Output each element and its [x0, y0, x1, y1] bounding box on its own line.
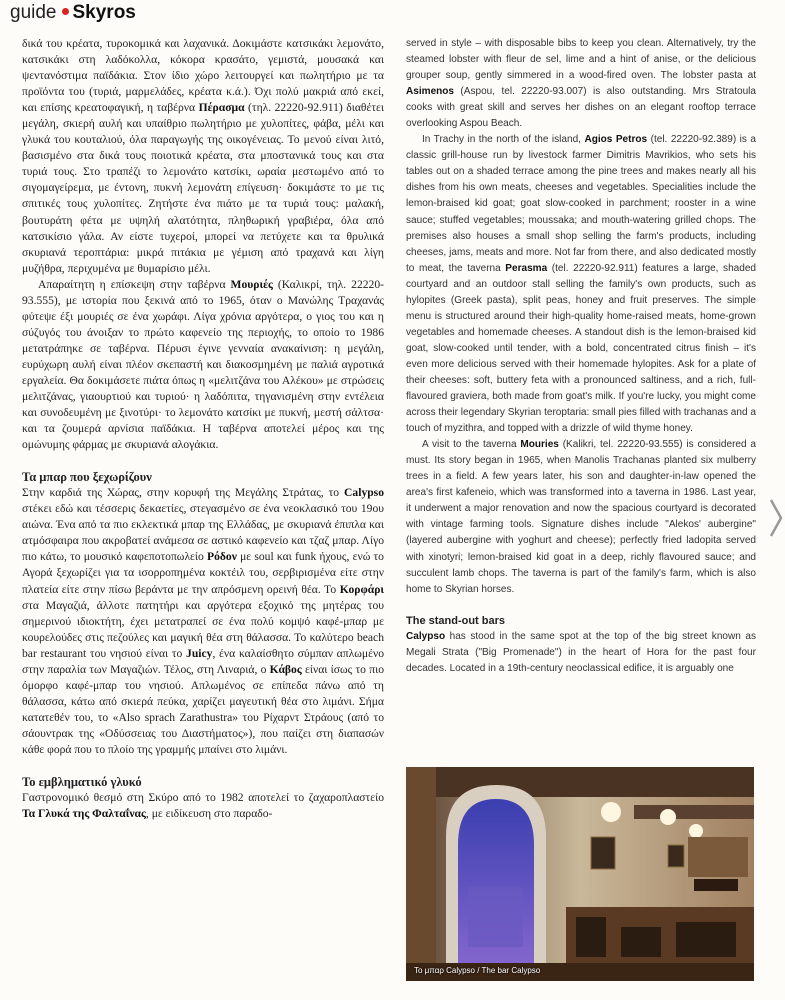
venue-name: Perasma [505, 262, 548, 274]
text: A visit to the taverna [422, 439, 521, 451]
text: Γαστρονομικό θεσμό στη Σκύρο από το 1982 αποτελεί το ζαχαροπλαστείο [22, 791, 384, 805]
english-column [406, 36, 756, 677]
text: (Aspou, tel. 22220-93.007) is also outstanding. Mrs Stratoula cooks with great skill and serves her dishes on an elegant rooftop terrace overlooking Aspou Beach. [406, 86, 756, 130]
venue-name: Mouries [520, 439, 559, 451]
section-label: guide [10, 2, 57, 23]
text: , ένα καλαίσθητο σύμπαν απλωμένο στην παραλία των Μαγαζιών. Τέλος, στη Λιναριά, ο [22, 646, 384, 676]
text: , με ειδίκευση στο παραδο- [145, 807, 273, 821]
venue-name: Μουριές [230, 277, 273, 291]
venue-name: Κορφάρι [339, 582, 384, 596]
venue-name: Calypso [406, 630, 446, 642]
text: (Καλικρί, τηλ. 22220-93.555), με ιστορία που ξεκινά από το 1965, όταν ο Μανώλης Τραχανάς φύτεψε έξι μουριές σε ένα χωράφι. Λίγα χρόνια αργότερα, ο γιος του και η σύζυγός του άνοιξαν το πρώτο καφενείο της περιοχής, το οποίο το 1986 μετατράπηκε σε ταβέρνα. Πέρυσι έγινε γενναία ανακαίνιση: η μεγάλη, ευρύχωρη αυλή είναι πλέον σκεπαστή και διακοσμημένη με παλιά αγροτικά εργαλεία. Θα δοκιμάσετε πιάτα όπως η «μελιτζάνα του Αλέκου» με στρώσεις μελιτζάνας, γιαουρτιού και τυριού· η λαδόπιτα, τηγανισμένη στην εντέλεια και συνοδευμένη με ξινοτύρι· το λεμονάτο κατσίκι με πυκνή, μεστή σάλτσα· και τα ζουμερά αρνίσια παϊδάκια. Η ταβέρνα αποτελεί μέρος και της ομώνυμης φάρμας με σκυριανά αλογάκια. [22, 277, 385, 452]
text: στα Μαγαζιά, άλλοτε πατητήρι και αργότερα εξοχικό της μητέρας του σημερινού ιδιοκτήτη, έχει μετατραπεί σε ένα πολύ κομψό καφέ-μπαρ με κουρελούδες στις πεζούλες και μαγική θέα στη θάλασσα. Το καλύτερο beach bar restaurant του νησιού είναι το [22, 598, 384, 660]
page-header [10, 2, 136, 24]
paragraph [406, 437, 756, 597]
red-dot-icon [62, 8, 69, 15]
text: (tel. 22220-92.911) features a large, shaded courtyard and an outdoor stall selling the family's own products, such as hylopites (Greek pasta), split peas, honey and fruit preserves. The simple menu is structured around their high-quality home-raised meats, home-grown vegetables and homemade cheeses. A standout dish is the lemon-braised kid goat, slow-cooked until tender, with a bold, concentrated citrus finish – it's even more delicious served with their homemade hylopites. Ask for a plate of their cheeses: soft, buttery feta with a pronounced saltiness, and a rich, full-flavoured graviera, both made from goat's milk. If you're lucky, you might come across their legendary Skyrian teroptaria: small pies filled with trachanas and a touch of myzithra, and topped with a drizzle of wild thyme honey. [406, 262, 757, 435]
venue-name: Asimenos [406, 86, 455, 98]
section-heading: The stand-out bars [406, 614, 506, 627]
venue-name: Agios Petros [584, 134, 648, 146]
text: (Kalikri, tel. 22220-93.555) is considered a must. Its story began in 1965, when Manolis Trachanas planted six mulberry trees in a field. A few years later, his son and daughter-in-law opened the area's first kafeneio, which was transformed into a taverna in 1986. Last year, it underwent a major renovation and now the spacious courtyard is decorated with vintage farming tools. Signature dishes include "Alekos' aubergine" (layered aubergine with yoghurt and cheese); perfectly fried ladopita served with xinotyri; lemon-braised kid goat in a deep, richly flavoured sauce; and succulent lamb chops. The taverna is part of the family's farm, which is also home to Skyrian horses. [406, 439, 756, 595]
text: (tel. 22220-92.389) is a classic grill-house run by livestock farmer Dimitris Mavrikios, who sets his tables out on a shaded terrace among the pine trees and makes nearly all his dishes from his own meats, cheeses and vegetables. Specialities include the lemon-braised kid goat; goat slow-cooked in parchment; rooster in a wine sauce; stuffed vegetables; moussaka; and mouth-watering grilled chops. The premises also houses a small shop selling the farm's products, including cheeses, jams, meats and more. Not far from there, and also dedicated mostly to meat, the taverna [406, 134, 756, 274]
text: με soul και funk ήχους, ενώ το Αγορά ξεχωρίζει για τα ισορροπημένα κοκτέιλ του, σερβιρισμένα είτε στην πλατεία είτε στην πίσω βεράντα με την απρόσμενη ορεινή θέα. Το [22, 550, 384, 596]
venue-name: Ρόδον [207, 550, 237, 564]
place-title: Skyros [72, 2, 136, 23]
venue-name: Τα Γλυκά της Φαλταΐνας [22, 807, 146, 821]
photo-caption: Το μπαρ Calypso / The bar Calypso [414, 966, 541, 975]
venue-name: Calypso [344, 486, 384, 500]
text: δικά του κρέατα, τυροκομικά και λαχανικά. Δοκιμάστε κατσικάκι λεμονάτο, κατσικάκι στη λαδόκολλα, κόκορα κρασάτο, γεμιστά, μουσακά και ψεντανόστιμα παϊδάκια. Στον ίδιο χώρο λειτουργεί και πωλητήριο με τα προϊόντα του (τυριά, μαρμελάδες, κρέατα κ.ά.). Όχι πολύ μακριά από εκεί, και επίσης κρεατοφαγική, η ταβέρνα [22, 37, 384, 115]
venue-name: Κάβος [269, 662, 302, 676]
paragraph [22, 485, 384, 758]
section-heading: Τα μπαρ που ξεχωρίζουν [22, 470, 152, 485]
paragraph [22, 36, 384, 277]
venue-name: Πέρασμα [198, 101, 245, 115]
text: In Trachy in the north of the island, [422, 134, 585, 146]
text: στέκει εδώ και τέσσερις δεκαετίες, στεγασμένο σε ένα νεοκλασικό του 19ου αιώνα. Ένα από τα πιο εκλεκτικά μπαρ της Ελλάδας, με σκυριανά έπιπλα και ατμόσφαιρα που ακροβατεί ανάμεσα σε αστικό καφενείο και τζαζ μπαρ. Λίγο πιο κάτω, το μουσικό καφεποτοπωλείο [22, 502, 384, 564]
next-page-chevron-icon[interactable] [769, 498, 783, 538]
section-heading: Το εμβληματικό γλυκό [22, 775, 142, 790]
text: served in style – with disposable bibs to keep you clean. Alternatively, try the steamed lobster with fleur de sel, lime and a hint of anise, or the delicious grouper soup, gently simmered in a wood-fired oven. The lobster pasta at [406, 38, 756, 82]
text: Απαραίτητη η επίσκεψη στην ταβέρνα [38, 277, 231, 291]
paragraph [406, 36, 756, 132]
paragraph [22, 790, 384, 822]
calypso-bar-photo [406, 767, 754, 981]
text: Στην καρδιά της Χώρας, στην κορυφή της Μεγάλης Στράτας, το [22, 486, 345, 500]
paragraph [406, 629, 756, 677]
greek-column [22, 36, 384, 822]
venue-name: Juicy [186, 646, 213, 660]
text: είναι ίσως το πιο όμορφο καφέ-μπαρ του νησιού. Απλωμένος σε επίπεδα πάνω από τη θάλασσα, κάτω από σκιερά πεύκα, χαρίζει μαγευτική θέα στο λιμάνι. Σήμα κατατεθέν του, το «Also sprach Zarathustra» του Ρίχαρντ Στράους (από το σάουντρακ της «Οδύσσειας του Διαστήματος»), που παίζει στη διαπασών κάθε φορά που το πλοίο της γραμμής μπαίνει στο λιμάνι. [22, 662, 384, 756]
text: (τηλ. 22220-92.911) διαθέτει μεγάλη, σκιερή αυλή και υπαίθριο πωλητήριο με χυλοπίτες, φάβα, μέλι και γλυκά του κουταλιού, όλα παραγωγής της οικογένειας. Το μενού είναι λιτό, βασισμένο στα δικά τους ποιοτικά κρέατα, στα μποστανικά τους και στα τυριά τους. Στο τραπέζι το λεμονάτο κατσίκι, ωραία μεστωμένο από το σιγομαγείρεμα, με έντονη, πυκνή λεμονάτη επίγευση· δοκιμάστε το με τις σπιτικές τους χυλοπίτες. Ζητήστε ένα πιάτο με τα τυριά τους: μαλακή, βουτυράτη φέτα με υψηλή αλατότητα, πληθωρική γραβιέρα, όλα από κατσικίσιο γάλα. Αν είστε τυχεροί, μπορεί να πετύχετε και τα θρυλικά σκυριανά τεροπτάρια: μικρά πιτάκια με γέμιση από τραχανά και λίγη μυζήθρα, περιχυμένα με θυμαρίσιο μέλι. [22, 101, 384, 275]
text: has stood in the same spot at the top of the big street known as Megali Strata ("Big Promenade") in the heart of Hora for the past four decades. Located in a 19th-century neoclassical edifice, it is arguably one [406, 630, 756, 674]
paragraph [22, 277, 384, 454]
paragraph [406, 132, 756, 437]
